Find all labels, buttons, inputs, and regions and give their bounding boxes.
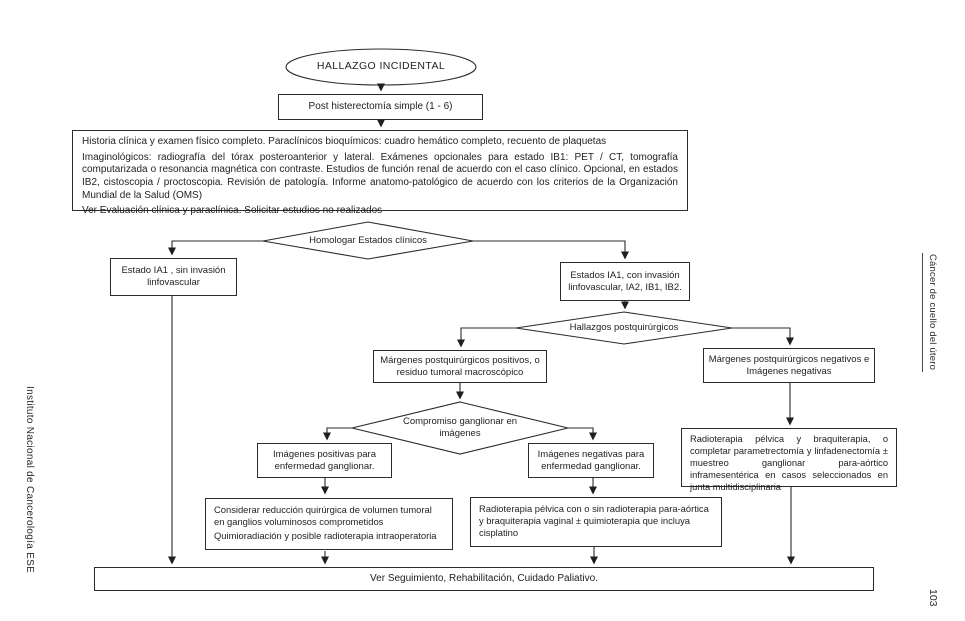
node-ia1-sin-invasion: Estado IA1 , sin invasión linfovascular (110, 258, 237, 296)
node-ia1-con-invasion: Estados IA1, con invasión linfovascular, IA2, IB1, IB2. (560, 262, 690, 301)
page-number: 103 (927, 589, 939, 607)
node-post-hysterectomy: Post histerectomía simple (1 - 6) (278, 94, 483, 120)
node-radioterapia-pelvica: Radioterapia pélvica con o sin radioterapia para-aórtica y braquiterapia vaginal ± quimioterapia que incluya cisplatino (470, 497, 722, 547)
decision-hallazgos-label: Hallazgos postquirúrgicos (569, 322, 679, 333)
node-margenes-negativos: Márgenes postquirúrgicos negativos e Imágenes negativas (703, 348, 875, 383)
institution-margin-label: Instituto Nacional de Cancerología ESE (24, 386, 35, 574)
node-seguimiento-bar: Ver Seguimiento, Rehabilitación, Cuidado Paliativo. (94, 567, 874, 591)
chapter-rule (922, 253, 923, 372)
start-node-label: HALLAZGO INCIDENTAL (316, 60, 446, 72)
node-imagenes-positivas: Imágenes positivas para enfermedad ganglionar. (257, 443, 392, 478)
node-margenes-positivos: Márgenes postquirúrgicos positivos, o residuo tumoral macroscópico (373, 350, 547, 383)
workup-paragraph-2: Imaginológicos: radiografía del tórax posteroanterior y lateral. Exámenes opcionales para estado IB1: PET / CT, tomografía computarizada o resonancia magnética con contraste. Estudios de función renal de acuerdo con el caso clínico. Opcional, en estados IB2, cistoscopia / proctoscopia. Revisión de patología. Informe anatomo-patológico de acuerdo con los criterios de la Organización Mundial de la Salud (OMS) (82, 151, 678, 201)
node-considerar-reduccion (205, 498, 453, 550)
chapter-margin-label: Cáncer de cuello del útero (927, 254, 938, 371)
workup-paragraph-1: Historia clínica y examen físico completo. Paraclínicos bioquímicos: cuadro hemático completo, recuento de plaquetas (82, 136, 607, 147)
decision-compromiso-label: Compromiso ganglionar en imágenes (402, 416, 518, 439)
workup-paragraph-3: Ver Evaluación clínica y paraclínica. Solicitar estudios no realizados (82, 205, 383, 217)
decision-homologar-label: Homologar Estados clínicos (309, 235, 427, 246)
considerar-paragraph-1: Considerar reducción quirúrgica de volumen tumoral en ganglios voluminosos comprometidos (214, 504, 432, 528)
considerar-paragraph-2: Quimioradiación y posible radioterapia intraoperatoria (214, 530, 437, 542)
node-radioterapia-completar: Radioterapia pélvica y braquiterapia, o completar parametrectomía y linfadenectomía ± muestreo ganglionar para-aórtico inframesentérica en casos seleccionados en junta multidisciplinaria (681, 428, 897, 487)
node-imagenes-negativas: Imágenes negativas para enfermedad ganglionar. (528, 443, 654, 478)
node-workup (72, 130, 688, 217)
